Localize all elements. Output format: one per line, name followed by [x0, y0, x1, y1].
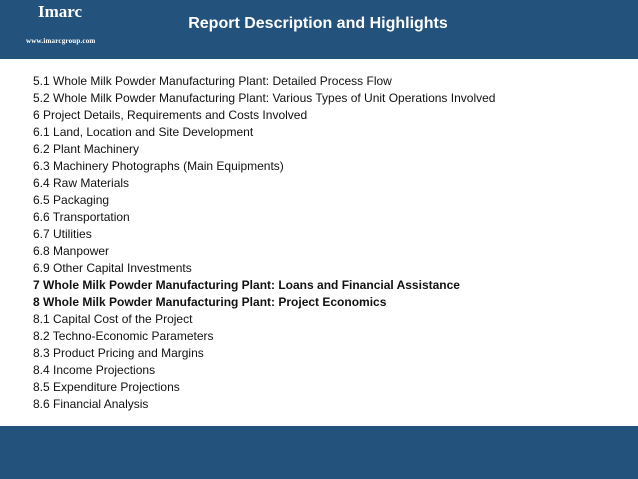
website-url: www.imarcgroup.com — [26, 37, 96, 45]
toc-item: 6.4 Raw Materials — [33, 176, 130, 190]
toc-item: 6.5 Packaging — [33, 193, 110, 207]
brand-logo: Imarc — [38, 2, 83, 21]
toc-item: 8.4 Income Projections — [33, 363, 156, 377]
toc-item: 8.2 Techno-Economic Parameters — [33, 329, 214, 343]
toc-item: 6 Project Details, Requirements and Costs Involved — [33, 108, 308, 122]
toc-item: 6.7 Utilities — [33, 227, 92, 241]
toc-item: 6.2 Plant Machinery — [33, 142, 140, 156]
toc-item: 8 Whole Milk Powder Manufacturing Plant: Project Economics — [33, 295, 387, 309]
toc-item: 6.9 Other Capital Investments — [33, 261, 192, 275]
header-bar — [0, 0, 638, 59]
page-title: Report Description and Highlights — [188, 15, 448, 32]
toc-item: 5.2 Whole Milk Powder Manufacturing Plant: Various Types of Unit Operations Involved — [33, 91, 496, 105]
toc-item: 5.1 Whole Milk Powder Manufacturing Plant: Detailed Process Flow — [33, 74, 392, 88]
toc-item: 8.3 Product Pricing and Margins — [33, 346, 204, 360]
toc-item: 6.3 Machinery Photographs (Main Equipments) — [33, 159, 284, 173]
toc-item: 6.8 Manpower — [33, 244, 110, 258]
table-of-contents — [33, 73, 495, 413]
toc-item: 6.1 Land, Location and Site Development — [33, 125, 254, 139]
toc-item: 6.6 Transportation — [33, 210, 130, 224]
toc-item: 8.6 Financial Analysis — [33, 397, 149, 411]
toc-item: 7 Whole Milk Powder Manufacturing Plant: Loans and Financial Assistance — [33, 278, 460, 292]
toc-item: 8.1 Capital Cost of the Project — [33, 312, 193, 326]
footer-bar — [0, 426, 638, 479]
toc-item: 8.5 Expenditure Projections — [33, 380, 180, 394]
